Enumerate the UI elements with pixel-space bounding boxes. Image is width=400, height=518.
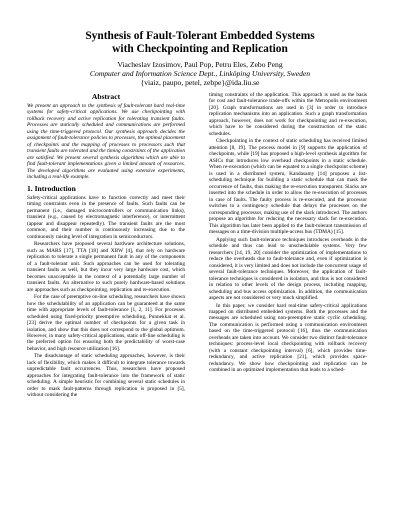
intro-paragraph-3: For the case of preemptive on-line scheduling, researchers have shown how the schedulability of an application can be guaranteed at the same time with appropriate levels of fault-tolerance [1, 2, 11]. For processes scheduled using fixed-priority preemptive scheduling, Punnekkat et al. [23] derive the optimal number of checkpoints for a given task in isolation, and show that this does not correspond to the global optimum. However, in many safety-critical applications, static off-line scheduling is the preferred option for ensuring both the predictability of worst-case behavior, and high resource utilization [16]. — [27, 294, 185, 352]
left-column — [27, 92, 185, 400]
intro-paragraph-1: Safety-critical applications have to function correctly and meet their timing constraints even in the presence of faults. Such faults can be permanent (i.e., damaged microcontrollers or communication links), transient (e.g., caused by electromagnetic interference), or intermittent (appear and disappear repeatedly). The transient faults are the most common, and their number is continuously increasing due to the continuously raising level of integration in semiconductors. — [27, 194, 185, 240]
right-paragraph-2: Checkpointing in the context of static scheduling has received limited attention [8, 19]. The process model in [9] supports the application of checkpoints, while [19] has proposed a high-level synthesis algorithm for ASICs that introduces low overhead checkpoints in a static schedule. When re-execution (which can be equated to a single checkpoint scheme) is used in a distributed system, Kandasamy [14] proposes a list-scheduling technique for building a static schedule that can mask the occurrence of faults, thus making the re-execution transparent. Slacks are inserted into the schedule in order to allow the re-execution of processes in case of faults. The faulty process is re-executed, and the processor switches to a contingency schedule that delays the processes on the corresponding processor, making use of the slack introduced. The authors propose an algorithm for reducing the necessary slack for re-execution. This algorithm has later been applied to the fault-tolerant transmission of messages on a time-division multiple-access bus (TDMA) [15]. — [209, 138, 367, 236]
right-paragraph-4: In this paper, we consider hard real-time safety-critical applications mapped on distributed embedded systems. Both the processes and the messages are scheduled using non-preemptive static cyclic scheduling. The communication is performed using a communication environment based on the time-triggered protocol [16], thus the communication overheads are taken into account. We consider two distinct fault-tolerance techniques: process-level local checkpointing with rollback recovery (with a constant checkpointing interval) [6], which provides time-redundancy, and active replication [21], which provides space-redundancy. We show how checkpointing and replication can be combined in an optimized implementation that leads to a sched- — [209, 302, 367, 374]
abstract-text: We present an approach to the synthesis of fault-tolerant hard real-time systems for safety-critical applications. We use checkpointing with rollback recovery and active replication for tolerating transient faults. Processes are statically scheduled and communications are performed using the time-triggered protocol. Our synthesis approach decides the assignment of fault-tolerance policies to processes, the optimal placement of checkpoints and the mapping of processes to processors such that transient faults are tolerated and the timing constraints of the application are satisfied. We present several synthesis algorithms which are able to find fault-tolerant implementations given a limited amount of resources. The developed algorithms are evaluated using extensive experiments, including a real-life example. — [27, 103, 185, 181]
intro-paragraph-4: The disadvantage of static scheduling approaches, however, is their lack of flexibility, which makes it difficult to integrate tolerance towards unpredictable fault occurrences. Thus, researchers have proposed approaches for integrating fault-tolerance into the framework of static scheduling. A simple heuristic for combining several static schedules in order to mask fault-patterns through replication is proposed in [5], without considering the — [27, 353, 185, 399]
author-list: Viacheslav Izosimov, Paul Pop, Petru Eles, Zebo Peng — [117, 60, 283, 69]
intro-paragraph-2: Researchers have proposed several hardware architecture solutions, such as MARS [17], TTA [18] and XBW [4], that rely on hardware replication to tolerate a single permanent fault in any of the components of a fault-tolerant unit. Such approaches can be used for tolerating transient faults as well, but they incur very large hardware cost, which becomes unacceptable in the context of a potentially large number of transient faults. An alternative to such purely hardware-based solutions are approaches such as checkpointing, replication and re-execution. — [27, 241, 185, 293]
paper-title-line-2: with Checkpointing and Replication — [112, 43, 288, 55]
right-column — [209, 92, 367, 375]
introduction-heading: 1. Introduction — [27, 183, 76, 193]
author-emails: {viaiz, paupo, petel, zebpe}@ida.liu.se — [140, 78, 260, 87]
paper-title-line-1: Synthesis of Fault-Tolerant Embedded Systems — [85, 30, 315, 42]
affiliation: Computer and Information Science Dept., Linköping University, Sweden — [89, 69, 311, 78]
right-paragraph-3: Applying such fault-tolerance techniques introduces overheads in the schedule and thus can lead to unschedulable systems. Very few researchers [14, 19, 20] consider the optimization of implementations to reduce the overheads due to fault-tolerance and, even if optimization is considered, it is very limited and does not include the concurrent usage of several fault-tolerance techniques. Moreover, the application of fault-tolerance techniques is considered in isolation, and thus is not considered in relation to other levels of the design process, including mapping, scheduling and bus access optimization. In addition, the communication aspects are not considered or very much simplified. — [209, 236, 367, 302]
abstract-heading: Abstract — [91, 92, 121, 101]
right-paragraph-1: timing constraints of the application. This approach is used as the basis for cost and fault-tolerance trade-offs within the Metropolis environment [20]. Graph transformations are used in [3] in order to introduce replication mechanisms into an application. Such a graph transformation approach, however, does not work for checkpointing and re-execution, which have to be considered during the construction of the static schedules. — [209, 92, 367, 137]
